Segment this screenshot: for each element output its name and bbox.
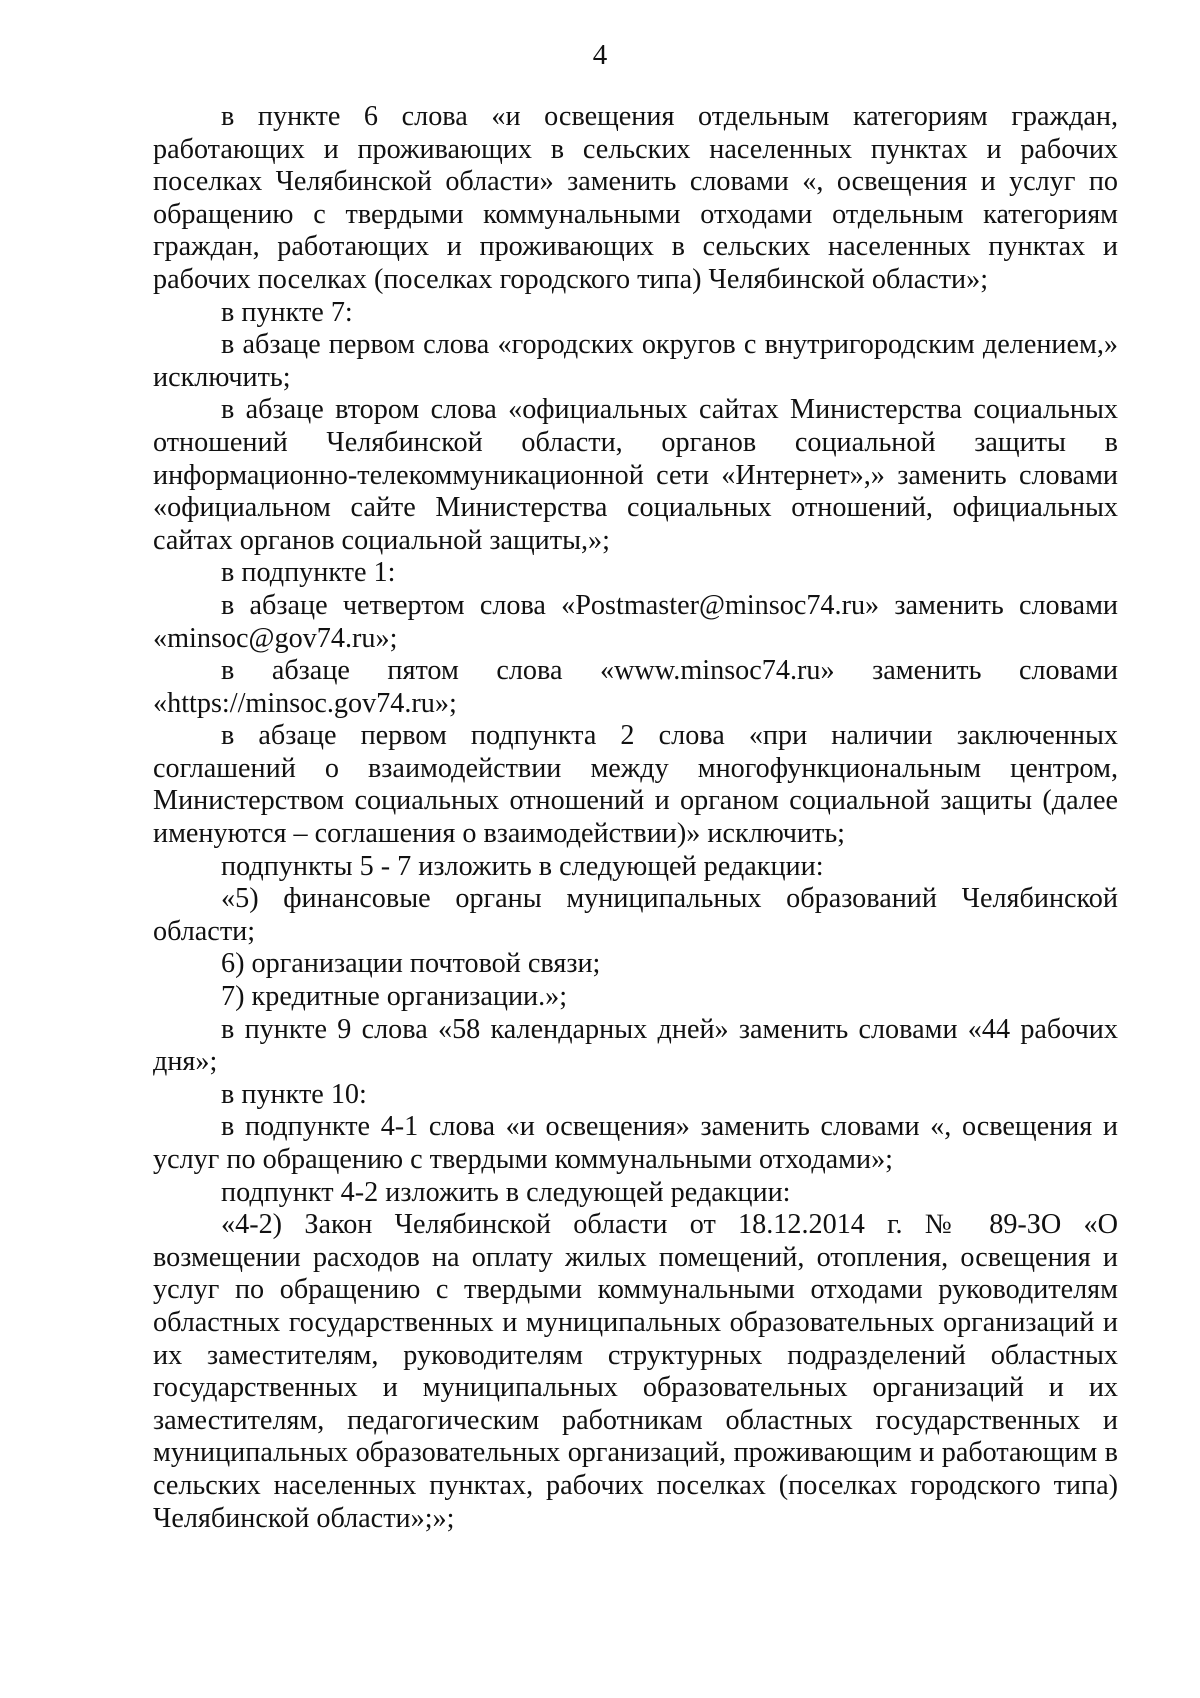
paragraph-clause-7-first-abzac: в абзаце первом слова «городских округов с внутригородским делением,» исключить; xyxy=(153,329,1118,393)
paragraph-clause-6-amendment: в пункте 6 слова «и освещения отдельным категориям граждан, работающих и проживающих в сельских населенных пунктах и рабочих поселках Челябинской области» заменить словами «, освещения и услуг по обращению с твердыми коммунальными отходами отдельным категориям граждан, работающих и проживающих в сельских населенных пунктах и рабочих поселках (поселках городского типа) Челябинской области»; xyxy=(153,101,1118,295)
paragraph-fifth-abzac-website: в абзаце пятом слова «www.minsoc74.ru» заменить словами «https://minsoc.gov74.ru»; xyxy=(153,655,1118,719)
paragraph-clause-7-second-abzac: в абзаце втором слова «официальных сайтах Министерства социальных отношений Челябинской области, органов социальной защиты в информационно-телекоммуникационной сети «Интернет»,» заменить словами «официальном сайте Министерства социальных отношений, официальных сайтах органов социальной защиты,»; xyxy=(153,394,1118,556)
paragraph-fourth-abzac-email: в абзаце четвертом слова «Postmaster@minsoc74.ru» заменить словами «minsoc@gov74.ru»; xyxy=(153,589,1118,654)
paragraph-clause-10-heading: в пункте 10: xyxy=(221,1078,367,1110)
paragraph-subclause-4-1-amendment: в подпункте 4-1 слова «и освещения» заменить словами «, освещения и услуг по обращению с твердыми коммунальными отходами»; xyxy=(153,1111,1118,1175)
paragraph-clause-7-heading: в пункте 7: xyxy=(221,296,353,328)
paragraph-subclause-2-first-abzac: в абзаце первом подпункта 2 слова «при наличии заключенных соглашений о взаимодействии между многофункциональным центром, Министерством социальных отношений и органом социальной защиты (далее именуются – соглашения о взаимодействии)» исключить; xyxy=(153,720,1118,850)
paragraph-subclause-4-2-heading: подпункт 4-2 изложить в следующей редакции: xyxy=(221,1176,791,1208)
paragraph-subclauses-5-7-heading: подпункты 5 - 7 изложить в следующей редакции: xyxy=(221,850,824,882)
page-number: 4 xyxy=(592,39,608,71)
paragraph-subclause-1-heading: в подпункте 1: xyxy=(221,557,396,589)
paragraph-item-5: «5) финансовые органы муниципальных образований Челябинской области; xyxy=(153,883,1118,947)
paragraph-item-6: 6) организации почтовой связи; xyxy=(221,948,601,980)
paragraph-clause-9-amendment: в пункте 9 слова «58 календарных дней» заменить словами «44 рабочих дня»; xyxy=(153,1013,1118,1078)
paragraph-item-7: 7) кредитные организации.»; xyxy=(221,981,568,1013)
document-body xyxy=(153,101,1118,1535)
paragraph-subclause-4-2-text: «4-2) Закон Челябинской области от 18.12.2014 г. № 89-ЗО «О возмещении расходов на оплату жилых помещений, отопления, освещения и услуг по обращению с твердыми коммунальными отходами руководителям областных государственных и муниципальных образовательных организаций и их заместителям, руководителям структурных подразделений областных государственных и муниципальных образовательных организаций и их заместителям, педагогическим работникам областных государственных и муниципальных образовательных организаций, проживающим и работающим в сельских населенных пунктах, рабочих поселках (поселках городского типа) Челябинской области»;»; xyxy=(153,1209,1118,1534)
